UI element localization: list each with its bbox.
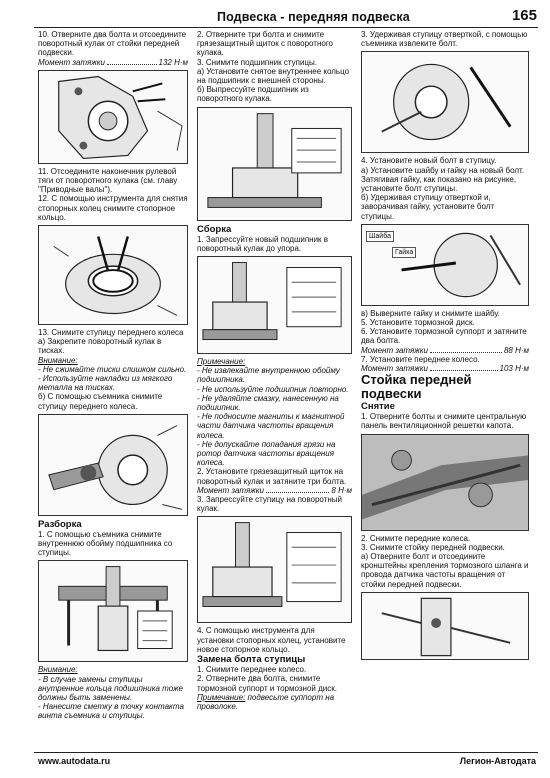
strut-brackets-illustration [362, 593, 528, 659]
step-13a-text: а) Закрепите поворотный кулак в тисках. [38, 337, 162, 356]
header-rule [34, 27, 538, 28]
torque-label: Момент затяжки [361, 364, 428, 374]
note-title: Примечание: [197, 357, 246, 367]
torque-value: 8 Н·м [331, 485, 352, 495]
figure-bearing-install [197, 256, 352, 354]
torque-label: Момент затяжки [361, 345, 428, 355]
figure-bearing-press [197, 107, 352, 221]
assembly-step-1: 1. Запрессуйте новый подшипник в поворотный кулак до упора. [197, 234, 329, 253]
torque-line [38, 58, 188, 67]
torque-value: 88 Н·м [503, 345, 529, 355]
figure-bolt-install [361, 224, 529, 306]
note-4: - Не подносите магниты к магнитной части датчика частоты вращения колеса. [197, 412, 345, 440]
column-1 [38, 30, 188, 721]
figure-snap-ring [38, 225, 188, 325]
removal-heading: Снятие [361, 401, 395, 413]
snap-ring-illustration [39, 226, 187, 324]
hub-puller-illustration [39, 415, 187, 515]
figure-inner-race-puller [38, 560, 188, 662]
step-13b-text: б) С помощью съемника снимите ступицу переднего колеса. [38, 392, 163, 411]
inner-race-puller-illustration [39, 561, 187, 661]
note-1: - Не извлекайте внутреннюю обойму подшипника. [197, 366, 340, 385]
step-11-text: 11. Отсоедините наконечник рулевой тяги от поворотного кулака (см. главу "Приводные валы"). [38, 166, 178, 195]
cowl-panel-photo [362, 435, 528, 530]
bolt-removal-illustration [362, 52, 528, 152]
removal-step-3a: а) Отверните болт и отсоедините кронштейны крепления тормозного шланга и провода датчика частоты вращения от стойки передней подвески. [361, 552, 529, 589]
callout-nut: Гайка [392, 247, 416, 258]
bearing-press-illustration [198, 108, 351, 220]
bolt-step-4: 4. Установите новый болт в ступицу. [361, 156, 497, 166]
figure-hub-press [197, 516, 352, 623]
bolt-step-4a: а) Установите шайбу и гайку на новый болт. Затягивая гайку, как показано на рисунке, установите болт ступицы. [361, 165, 525, 194]
bolt-step-4b: б) Удерживая ступицу отверткой и, заворачивая гайку, установите болт ступицы. [361, 193, 495, 221]
knuckle-illustration [39, 71, 187, 163]
hub-bolt-heading: Замена болта ступицы [197, 654, 306, 666]
figure-cowl-panel [361, 434, 529, 531]
caution-title: Внимание: [38, 355, 78, 365]
step-3-text: 3. Снимите подшипник ступицы. [197, 57, 317, 67]
strut-section-heading: Стойка передней подвески [361, 372, 472, 402]
caution-2-note-2: - Нанесите сметку в точку контакта винта съемника и ступицы. [38, 702, 184, 721]
bearing-install-illustration [198, 257, 351, 353]
footer-publisher: Легион-Автодата [459, 756, 536, 766]
bolt-step-3: 3. Удерживая ступицу отверткой, с помощью съемника извлеките болт. [361, 30, 528, 49]
disassembly-heading: Разборка [38, 518, 82, 530]
caution-2-title: Внимание: [38, 665, 78, 675]
note-5: - Не допускайте попадания грязи на ротор датчика частоты вращения колеса. [197, 439, 336, 468]
torque-value: 132 Н·м [158, 57, 188, 67]
note-2-title: Примечание: [197, 692, 246, 702]
caution-2-note-1: - В случае замены ступицы внутренние кольца подшипника тоже должны быть заменены. [38, 674, 183, 703]
removal-step-1: 1. Отверните болты и снимите центральную панель вентиляционной решетки капота. [361, 412, 527, 431]
step-3a-text: а) Установите снятое внутреннее кольцо на подшипник с внешней стороны. [197, 66, 350, 86]
assembly-step-4: 4. С помощью инструмента для установки стопорных колец, установите новое стопорное кольцо. [197, 626, 346, 654]
torque-label: Момент затяжки [38, 57, 105, 67]
step-3b-text: б) Выпрессуйте подшипник из поворотного кулака. [197, 85, 309, 104]
callout-washer: Шайба [366, 231, 394, 242]
note-2: - Не используйте подшипник повторно. [197, 384, 349, 394]
column-2 [197, 30, 352, 711]
note-2-text: подвесьте суппорт на проволоке. [197, 692, 335, 711]
step-12-text: 12. С помощью инструмента для снятия стопорных колец снимите стопорное кольцо. [38, 194, 188, 222]
disassembly-step-1: 1. С помощью съемника снимите внутреннюю обойму подшипника со ступицы. [38, 529, 173, 558]
torque-value: 103 Н·м [499, 364, 529, 374]
footer-rule [34, 752, 538, 753]
step-10-text: 10. Отверните два болта и отсоедините поворотный кулак от стойки передней подвески. [38, 30, 187, 58]
page-title: Подвеска - передняя подвеска [217, 10, 410, 24]
removal-step-3: 3. Снимите стойку передней подвески. [361, 542, 505, 552]
hub-bolt-step-1: 1. Снимите переднее колесо. [197, 665, 307, 675]
note-3: - Не удаляйте смазку, нанесенную на подшипник. [197, 393, 339, 413]
bolt-step-7: 7. Установите переднее колесо. [361, 354, 480, 364]
torque-label: Момент затяжки [197, 485, 264, 495]
assembly-heading: Сборка [197, 223, 232, 235]
figure-knuckle-bolts [38, 70, 188, 164]
hub-bolt-step-2: 2. Отверните два болта, снимите тормозной суппорт и тормозной диск. [197, 674, 337, 693]
column-3 [361, 30, 529, 663]
footer-url[interactable]: www.autodata.ru [38, 756, 111, 766]
caution-note-1: - Не сжимайте тиски слишком сильно. [38, 364, 187, 374]
figure-bolt-removal [361, 51, 529, 153]
removal-step-2: 2. Снимите передние колеса. [361, 533, 471, 543]
step-2-text: 2. Отверните три болта и снимите грязезащитный щиток с поворотного кулака. [197, 30, 334, 58]
bolt-step-6: 6. Установите тормозной суппорт и затяните два болта. [361, 327, 527, 346]
figure-strut-brackets [361, 592, 529, 660]
figure-hub-puller [38, 414, 188, 516]
step-13-text: 13. Снимите ступицу переднего колеса [38, 328, 184, 338]
bolt-step-5: 5. Установите тормозной диск. [361, 318, 475, 328]
torque-line-1 [361, 346, 529, 355]
assembly-step-2: 2. Установите грязезащитный щиток на поворотный кулак и затяните три болта. [197, 467, 347, 486]
caution-note-2: - Используйте накладки из мягкого металла на тисках. [38, 374, 173, 393]
assembly-step-3: 3. Запрессуйте ступицу на поворотный кулак. [197, 495, 342, 514]
torque-line [197, 486, 352, 495]
bolt-step-4c: в) Выверните гайку и снимите шайбу. [361, 308, 500, 318]
page-number: 165 [511, 7, 537, 24]
hub-press-illustration [198, 517, 351, 622]
